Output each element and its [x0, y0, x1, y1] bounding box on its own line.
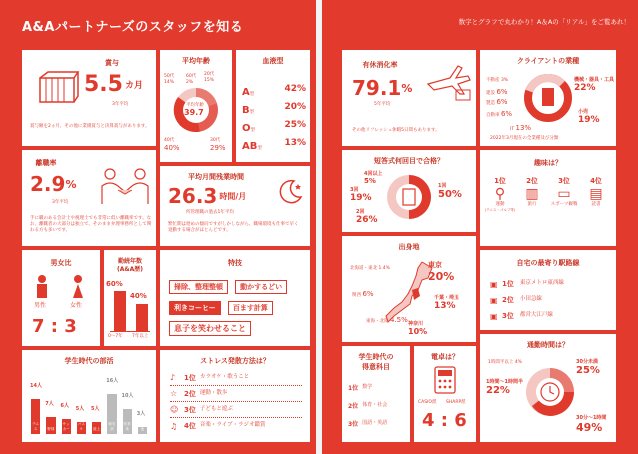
stress-item: ☆ 2位 運動・散歩	[170, 386, 302, 402]
subject-label2: 得意科目	[362, 363, 390, 371]
hobby-card	[480, 150, 616, 246]
client-seg-4: 自動車 6%	[486, 110, 513, 118]
trait-chip: 百ます計算	[228, 301, 273, 315]
gender-ratio: 7 : 3	[32, 316, 77, 337]
club-name: バスケ	[77, 422, 85, 431]
tenure-name-0: 0〜7年	[108, 334, 123, 339]
run-icon: ☆	[170, 389, 178, 398]
turnover-card	[22, 150, 156, 246]
mic-icon: ♪	[170, 373, 176, 382]
commute-slice-1: 30分〜1時間 49%	[576, 415, 607, 434]
hometown-5: 北海道・東北 1.4%	[350, 266, 390, 271]
exam-slice-2: 3回 19%	[350, 187, 372, 203]
leave-sub: 5年平均	[374, 102, 391, 107]
money-stack-icon	[36, 70, 80, 104]
club-value: 14人	[30, 383, 42, 389]
gender-label: 男女比	[50, 259, 72, 267]
child-icon: ☺	[170, 405, 179, 414]
turnover-label: 離職率	[35, 159, 57, 167]
bonus-value: 5.5	[84, 72, 123, 97]
stress-list	[170, 370, 302, 434]
age-label: 平均年齢	[182, 57, 210, 65]
turnover-sub: 3年平均	[52, 200, 69, 205]
exam-slice-0: 1回 50%	[438, 183, 462, 200]
bonus-card	[22, 50, 156, 146]
club-name: その他	[138, 422, 146, 431]
blood-label: 血液型	[262, 57, 284, 65]
tenure-card	[104, 250, 156, 346]
station-list	[490, 276, 608, 324]
station-card	[480, 250, 616, 330]
commute-pie	[524, 366, 576, 418]
exam-slice-3: 4回以上 5%	[364, 171, 383, 185]
club-name: サッカー	[62, 422, 70, 431]
clubs-label: 学生時代の部活	[64, 357, 114, 365]
age-card	[160, 50, 232, 162]
bonus-unit: カ月	[124, 81, 143, 91]
hometown-2: 神奈川 10%	[408, 321, 428, 336]
gender-card	[22, 250, 100, 346]
tenure-bar	[136, 304, 148, 331]
clients-label: クライアントの業種	[516, 57, 580, 65]
client-seg-0: 機械・器具・工具 22%	[574, 77, 615, 93]
overtime-label: 平均月間残業時間	[188, 173, 244, 181]
moon-icon	[276, 178, 304, 206]
subject-label: 学生時代の	[358, 353, 394, 361]
tenure-plot	[110, 290, 150, 332]
club-value: 3人	[136, 410, 146, 417]
age-30s: 30代 29%	[210, 138, 226, 152]
club-value: 5人	[75, 405, 85, 412]
commute-slice-3: 1時間半以上 4%	[488, 360, 522, 365]
clients-card	[480, 50, 616, 146]
tenure-label: 勤続年数	[117, 258, 142, 265]
overtime-note: 繁忙期は遅めの傾向ですがしかしながら、職場環境も仕事で早く退勤する場合がほとんどです。	[168, 222, 299, 233]
page-subtitle: 数字とグラフで丸わかり！A＆Aの「リアル」をご覧あれ！	[458, 18, 630, 26]
commute-slice-2: 1時間〜1時間半 22%	[486, 379, 523, 396]
subject-card	[342, 346, 410, 442]
age-40s: 40代 40%	[164, 138, 180, 152]
tenure-label2: (A&A歴)	[116, 266, 143, 273]
commute-card	[480, 334, 616, 442]
turnover-note: 手に職のある会計士や税理士でも非常に低い離職率です。なお、離職者の大部分は独立で、そのまま弁理事務所として関わる方も多いです。	[30, 216, 152, 233]
blood-row: B型 20%	[242, 102, 306, 116]
handshake-icon	[98, 166, 152, 206]
hometown-3: 東海・北陸 4.5%	[366, 316, 408, 324]
clubs-plot	[28, 370, 150, 434]
gender-female: 女性	[70, 302, 83, 309]
client-seg-6: IT 13%	[510, 124, 532, 132]
exam-pie	[384, 172, 434, 222]
age-center-value: 39.7	[184, 108, 204, 117]
overtime-unit: 時間/月	[219, 191, 247, 201]
tenure-value-1: 40%	[130, 292, 147, 300]
tenure-name-1: 7年以上	[132, 334, 149, 339]
subject-item: 1位 数学	[348, 383, 373, 392]
hobby-item: 4位 ▤ 読書	[580, 176, 612, 212]
traits-label: 特技	[228, 259, 242, 267]
station-item: ▣ 3位 都営大江戸線	[490, 311, 553, 321]
tenure-bar	[114, 291, 126, 331]
hometown-label: 出身地	[398, 243, 420, 251]
music-icon: ♫	[170, 421, 178, 431]
station-label: 自宅の最寄り駅路線	[516, 259, 580, 267]
leave-note: その他リフレッシュ休暇5日間もあります。	[352, 128, 440, 133]
hobby-item: 3位 ▭ スポーツ観戦	[548, 176, 580, 212]
hometown-0: 東京 20%	[428, 261, 455, 283]
book-icon: ▤	[589, 186, 603, 202]
hometown-1: 千葉・埼玉 13%	[434, 295, 460, 311]
client-seg-3: 製造 6%	[486, 98, 508, 106]
exam-label: 短答式何回目で合格？	[374, 157, 444, 165]
subject-list	[348, 378, 408, 432]
leave-label: 有休消化率	[362, 61, 398, 69]
client-seg-1: 小売 19%	[578, 109, 600, 125]
club-name: 野球	[47, 427, 55, 431]
exam-card	[342, 150, 476, 232]
hobby-label: 趣味は？	[534, 159, 562, 167]
station-item: ▣ 2位 小田急線	[490, 295, 542, 305]
overtime-card	[160, 166, 310, 246]
calc-right: SHARP派	[446, 400, 466, 405]
bonus-label: 賞与	[105, 59, 119, 67]
commute-slice-0: 30分未満 25%	[576, 359, 600, 376]
age-50s: 50代 14%	[164, 74, 175, 85]
calc-left: CASIO派	[418, 400, 437, 405]
hobby-list	[484, 176, 612, 212]
calc-ratio: 4 : 6	[422, 410, 467, 431]
hobby-item: 1位 ⚲ 運動 (テニス・ゴルフ等)	[484, 177, 516, 212]
blood-card	[236, 50, 310, 162]
page-fold	[316, 0, 322, 454]
calc-card	[414, 346, 476, 442]
club-value: 6人	[60, 403, 69, 409]
gender-male: 男性	[34, 302, 47, 309]
leave-value: 79.1	[352, 76, 402, 100]
exam-slice-1: 2回 26%	[356, 209, 378, 225]
club-value: 16人	[106, 378, 119, 384]
overtime-value: 26.3	[168, 184, 218, 208]
traits-chips	[168, 274, 308, 337]
hometown-4: 関西 6%	[352, 290, 374, 298]
club-value: 7人	[45, 400, 54, 407]
client-seg-5: 不動産 3%	[486, 78, 509, 83]
club-value: 5人	[91, 405, 100, 412]
subject-item: 3位 国語・英語	[348, 419, 388, 428]
stress-item: ♫ 4位 音楽・ライブ・ラジオ鑑賞	[170, 421, 266, 431]
bonus-note: 賞与額を2ヵ月、その他に業績賞与と決算賞与があります。	[30, 124, 150, 129]
trait-chip: 息子を笑わせること	[169, 321, 251, 336]
age-60s: 60代 2%	[186, 74, 197, 85]
station-item: ▣ 1位 東京メトロ東西線	[490, 279, 564, 289]
traits-card	[160, 250, 310, 346]
turnover-unit: %	[65, 177, 77, 191]
stress-card	[160, 350, 310, 442]
club-value: 10人	[121, 393, 134, 399]
building-icon: ▥	[525, 186, 539, 202]
clubs-card	[22, 350, 156, 442]
tenure-value-0: 60%	[106, 280, 123, 288]
subject-item: 2位 体育・社会	[348, 401, 388, 410]
clients-donut	[524, 74, 572, 122]
leave-unit: %	[401, 81, 413, 95]
trait-chip: 動かするどい	[235, 280, 287, 294]
hobby-item: 2位 ▥ 旅行	[516, 176, 548, 212]
male-icon	[34, 274, 50, 298]
airplane-icon	[426, 64, 472, 104]
stress-item: ☺ 3位 子どもと遊ぶ	[170, 402, 302, 418]
page-title: A&Aパートナーズのスタッフを知る	[22, 20, 244, 35]
trait-chip: 利きコーヒー	[169, 301, 221, 315]
tv-icon: ▭	[557, 186, 571, 202]
bonus-sub: 3年平均	[112, 102, 129, 107]
club-name: 陸上	[93, 427, 101, 431]
blood-row: O型 25%	[242, 120, 306, 134]
blood-row: A型 42%	[242, 84, 306, 98]
leave-card	[342, 50, 476, 146]
client-seg-2: 建設 6%	[486, 88, 508, 96]
age-20s: 20代 15%	[204, 72, 215, 83]
club-name: 帰宅部	[108, 422, 116, 431]
turnover-value: 2.9	[30, 172, 66, 196]
club-name: テニス	[32, 422, 40, 431]
club-name: 吹奏楽	[123, 422, 131, 431]
overtime-sub: 所管理職の過去1年平均	[186, 210, 234, 215]
trait-chip: 掃除、整理整頓	[169, 280, 228, 294]
stress-item: ♪ 1位 カラオケ・歌うこと	[170, 370, 302, 386]
female-icon	[70, 274, 86, 298]
commute-label: 通勤時間は？	[527, 341, 569, 349]
tennis-icon: ⚲	[494, 186, 506, 202]
train-icon: ▣	[490, 279, 498, 289]
calc-label: 電卓は？	[431, 353, 459, 361]
train-icon: ▣	[490, 311, 498, 321]
blood-row: AB型 13%	[242, 138, 306, 152]
hometown-card	[342, 236, 476, 342]
train-icon: ▣	[490, 295, 498, 305]
age-center-label: 平均年齢	[186, 103, 204, 108]
calculator-icon	[434, 366, 456, 394]
stress-label: ストレス発散方法は？	[200, 357, 270, 365]
clients-note: 2022年3月現在の全業種及び分類	[490, 136, 559, 141]
blood-list	[242, 80, 306, 152]
